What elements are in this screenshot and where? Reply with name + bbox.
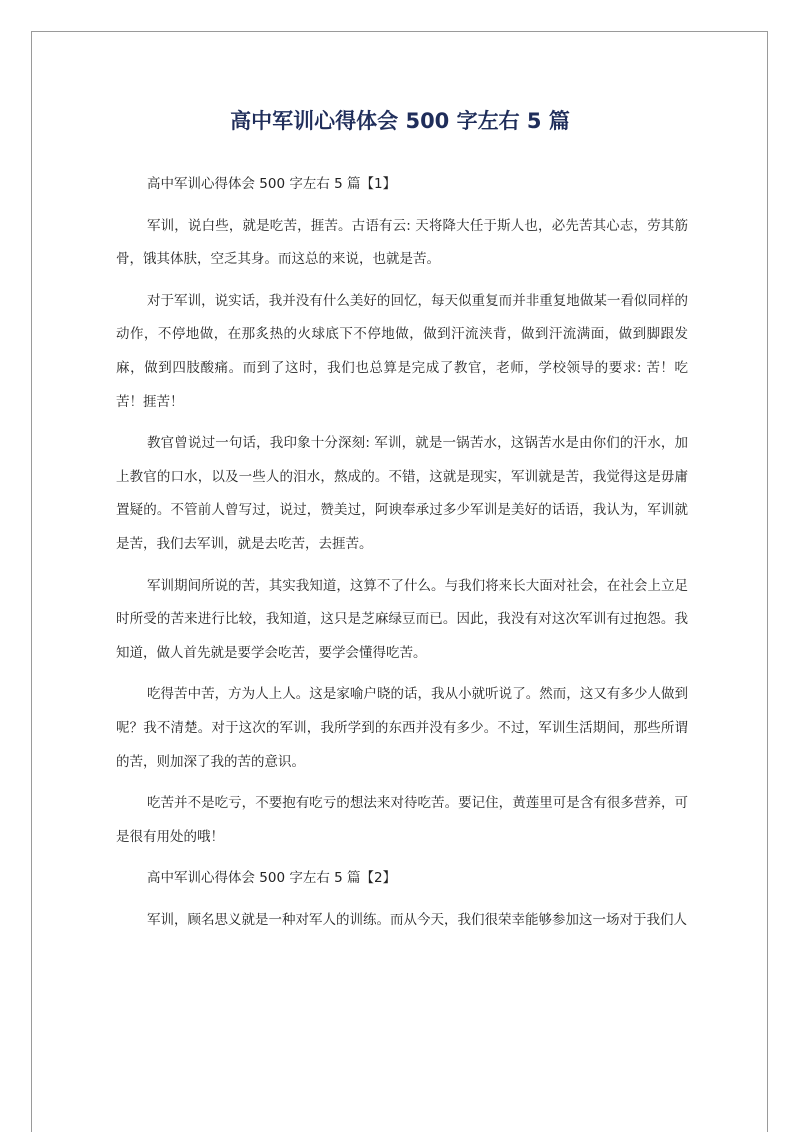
document-title: 高中军训心得体会 500 字左右 5 篇 [230,109,570,133]
document-body [116,168,688,945]
paragraph: 吃得苦中苦，方为人上人。这是家喻户晓的话，我从小就听说了。然而，这又有多少人做到呢？我不清楚。对于这次的军训，我所学到的东西并没有多少。不过，军训生活期间，那些所谓的苦，则加深了我的苦的意识。 [116,686,688,770]
paragraph: 教官曾说过一句话，我印象十分深刻: 军训，就是一锅苦水，这锅苦水是由你们的汗水，加上教官的口水，以及一些人的泪水，熬成的。不错，这就是现实，军训就是苦，我觉得这是毋庸置疑的。不管前人曾写过，说过，赞美过，阿谀奉承过多少军训是美好的话语，我认为，军训就是苦，我们去军训，就是去吃苦，去捱苦。 [116,435,688,552]
paragraph: 吃苦并不是吃亏，不要抱有吃亏的想法来对待吃苦。要记住，黄莲里可是含有很多营养，可是很有用处的哦！ [116,795,688,845]
paragraph: 军训期间所说的苦，其实我知道，这算不了什么。与我们将来长大面对社会，在社会上立足时所受的苦来进行比较，我知道，这只是芝麻绿豆而已。因此，我没有对这次军训有过抱怨。我知道，做人首先就是要学会吃苦，要学会懂得吃苦。 [116,577,688,661]
paragraph: 军训，顾名思义就是一种对军人的训练。而从今天，我们很荣幸能够参加这一场对于我们人 [147,911,687,928]
paragraph: 对于军训，说实话，我并没有什么美好的回忆，每天似重复而并非重复地做某一看似同样的动作，不停地做，在那炙热的火球底下不停地做，做到汗流浃背，做到汗流满面，做到脚跟发麻，做到四肢酸痛。而到了这时，我们也总算是完成了教官，老师，学校领导的要求: 苦！吃苦！捱苦！ [116,292,688,410]
section-heading-1: 高中军训心得体会 500 字左右 5 篇【1】 [147,176,397,192]
section-heading-2: 高中军训心得体会 500 字左右 5 篇【2】 [147,870,397,887]
paragraph: 军训，说白些，就是吃苦，捱苦。古语有云: 天将降大任于斯人也，必先苦其心志，劳其筋骨，饿其体肤，空乏其身。而这总的来说，也就是苦。 [116,217,688,268]
